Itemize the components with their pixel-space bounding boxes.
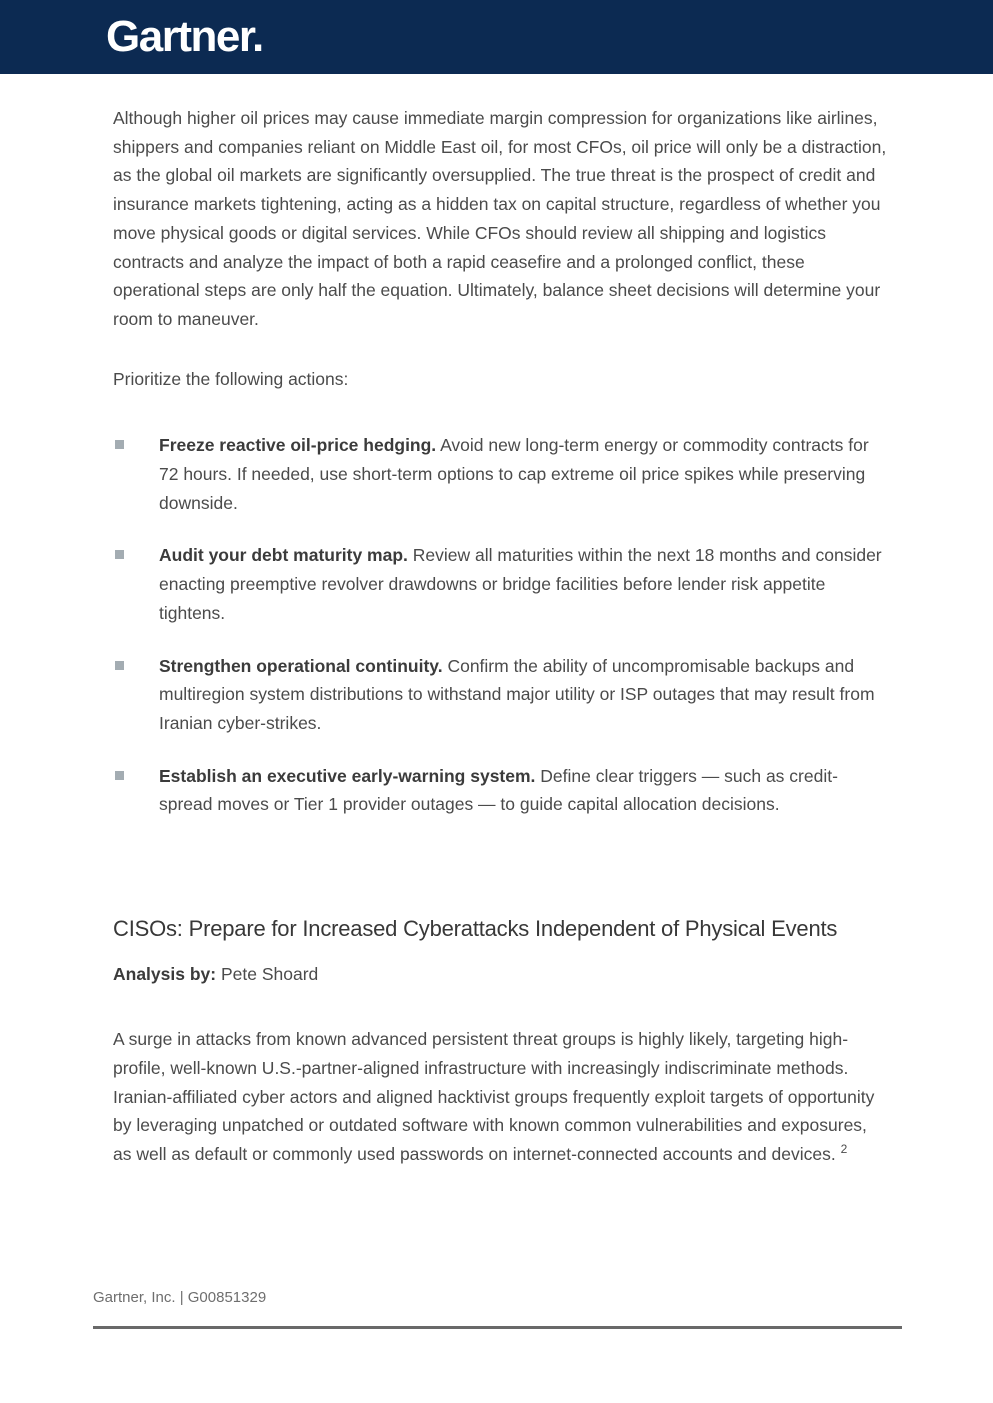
action-description: Confirm the ability of uncompromisable backups and multiregion system distributions to withstand major utility or ISP outages that may result from Iranian cyber-strikes.: [159, 655, 875, 733]
action-title: Strengthen operational continuity.: [159, 655, 443, 676]
section-heading: CISOs: Prepare for Increased Cyberattacks Independent of Physical Events: [113, 916, 838, 942]
intro-paragraph: Although higher oil prices may cause immediate margin compression for organizations like airlines, shippers and companies reliant on Middle East oil, for most CFOs, oil price will only be a distraction, as the global oil markets are significantly oversupplied. The true threat is the prospect of credit and insurance markets tightening, acting as a hidden tax on capital structure, regardless of whether you move physical goods or digital services. While CFOs should review all shipping and logistics contracts and analyze the impact of both a rapid ceasefire and a prolonged conflict, these operational steps are only half the equation. Ultimately, balance sheet decisions will determine your room to maneuver.: [113, 108, 887, 329]
analyst-name: Pete Shoard: [220, 963, 319, 984]
page-header: [0, 0, 993, 74]
list-item: [113, 652, 888, 738]
footer-divider: [93, 1326, 902, 1329]
analysis-by-line: [113, 960, 888, 989]
gartner-logo: Gartner.: [106, 12, 263, 61]
actions-list: [113, 431, 888, 819]
action-title: Establish an executive early-warning system.: [159, 765, 536, 786]
bullet-square-icon: [115, 661, 124, 670]
list-item: [113, 431, 888, 517]
actions-lead-text: Prioritize the following actions:: [113, 368, 349, 389]
action-text: [159, 545, 882, 622]
action-text: [159, 435, 869, 512]
analysis-paragraph: [113, 1025, 888, 1169]
action-title: Audit your debt maturity map.: [159, 545, 408, 566]
action-description: Avoid new long-term energy or commodity contracts for 72 hours. If needed, use short-term options to cap extreme oil price spikes while preserving downside.: [159, 435, 869, 513]
analysis-by-label: Analysis by:: [113, 963, 217, 984]
action-text: [159, 766, 838, 815]
list-item: [113, 541, 888, 627]
document-body: [113, 74, 888, 1169]
bullet-square-icon: [115, 550, 124, 559]
action-title: Freeze reactive oil-price hedging.: [159, 435, 437, 456]
bullet-square-icon: [115, 771, 124, 780]
bullet-square-icon: [115, 440, 124, 449]
footnote-reference: 2: [840, 1142, 848, 1157]
action-description: Define clear triggers — such as credit-spread moves or Tier 1 provider outages — to guide capital allocation decisions.: [159, 765, 838, 815]
footer-text: Gartner, Inc. | G00851329: [93, 1289, 267, 1306]
action-description: Review all maturities within the next 18 months and consider enacting preemptive revolver drawdowns or bridge facilities before lender risk appetite tightens.: [159, 545, 882, 623]
analysis-paragraph-text: A surge in attacks from known advanced persistent threat groups is highly likely, targeting high-profile, well-known U.S.-partner-aligned infrastructure with increasingly indiscriminate methods. Iranian-affiliated cyber actors and aligned hacktivist groups frequently exploit targets of opportunity by leveraging unpatched or outdated software with known common vulnerabilities and exposures, as well as default or commonly used passwords on internet-connected accounts and devices.: [113, 1029, 875, 1165]
page-footer: [93, 1289, 902, 1329]
action-text: [159, 656, 875, 733]
list-item: [113, 762, 888, 819]
